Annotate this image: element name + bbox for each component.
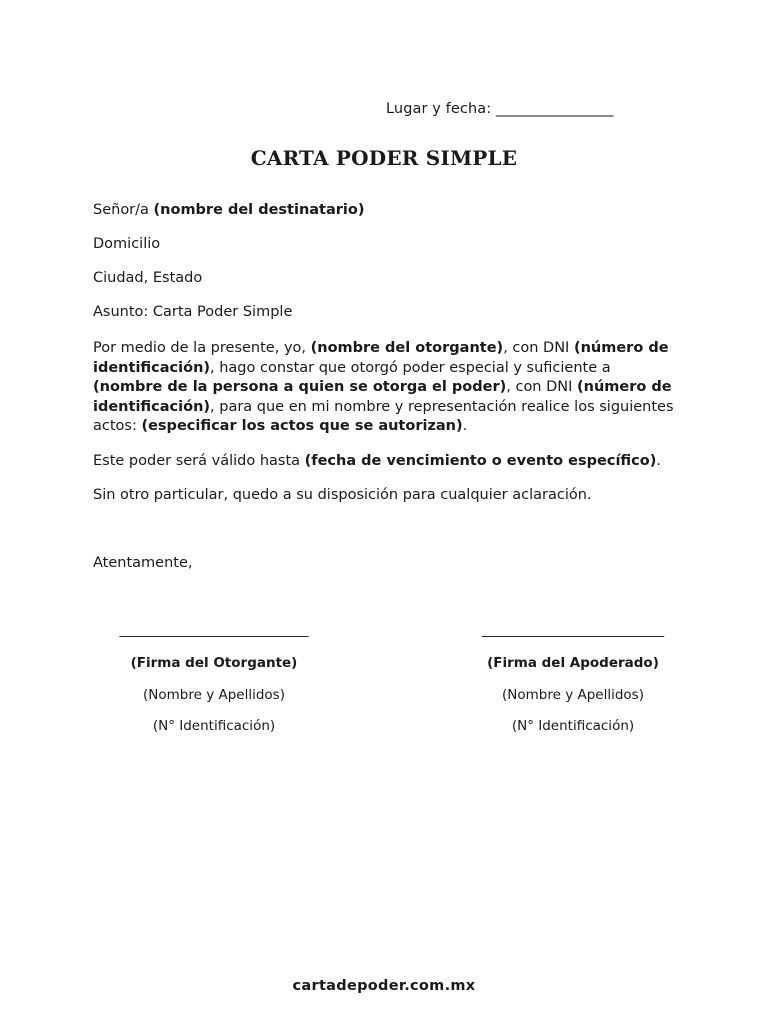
text-segment: , para que en mi nombre y representación realice los siguientes actos: — [93, 398, 674, 435]
recipient-line — [93, 202, 364, 218]
closing-salutation: Atentamente, — [93, 555, 193, 571]
recipient-city: Ciudad, Estado — [93, 270, 203, 286]
text-segment: , hago constar que otorgó poder especial y suficiente a — [210, 359, 611, 376]
letter-title: CARTA PODER SIMPLE — [250, 146, 518, 170]
letter-subject: Asunto: Carta Poder Simple — [93, 304, 293, 320]
signature-id: (N° Identificación) — [511, 718, 635, 734]
signature-name: (Nombre y Apellidos) — [143, 687, 285, 703]
text-segment: Este poder será válido hasta — [93, 453, 305, 469]
text-segment: . — [656, 453, 661, 469]
signature-block-grantor — [99, 622, 329, 734]
signature-name: (Nombre y Apellidos) — [502, 687, 644, 703]
text-segment: , con DNI — [506, 379, 578, 396]
text-segment: Por medio de la presente, yo, — [93, 340, 311, 356]
acts-placeholder: (especificar los actos que se autorizan) — [141, 418, 463, 435]
recipient-address: Domicilio — [93, 236, 161, 252]
signature-block-attorney — [458, 622, 688, 734]
body-paragraph-grant — [93, 339, 683, 437]
signature-line: ___________________________ — [481, 622, 665, 638]
salutation: Señor/a — [93, 202, 154, 218]
attorney-name-placeholder: (nombre de la persona a quien se otorga el poder) — [93, 379, 507, 396]
recipient-name: (nombre del destinatario) — [153, 202, 365, 218]
body-paragraph-validity — [93, 452, 683, 472]
grantor-name-placeholder: (nombre del otorgante) — [310, 340, 504, 356]
body-paragraph-closing: Sin otro particular, quedo a su disposición para cualquier aclaración. — [93, 487, 592, 503]
text-segment: . — [462, 418, 468, 435]
grantor-id-placeholder: (número de identificación) — [93, 340, 669, 376]
signature-title: (Firma del Apoderado) — [487, 655, 659, 671]
signature-line: ____________________________ — [119, 622, 309, 638]
site-footer: cartadepoder.com.mx — [292, 978, 476, 994]
place-date-line: Lugar y fecha: ________________ — [386, 101, 614, 117]
attorney-id-placeholder: (número de identificación) — [93, 379, 672, 415]
text-segment: , con DNI — [503, 340, 574, 356]
signature-id: (N° Identificación) — [152, 718, 276, 734]
expiry-placeholder: (fecha de vencimiento o evento específico) — [304, 453, 657, 469]
signature-title: (Firma del Otorgante) — [130, 655, 298, 671]
